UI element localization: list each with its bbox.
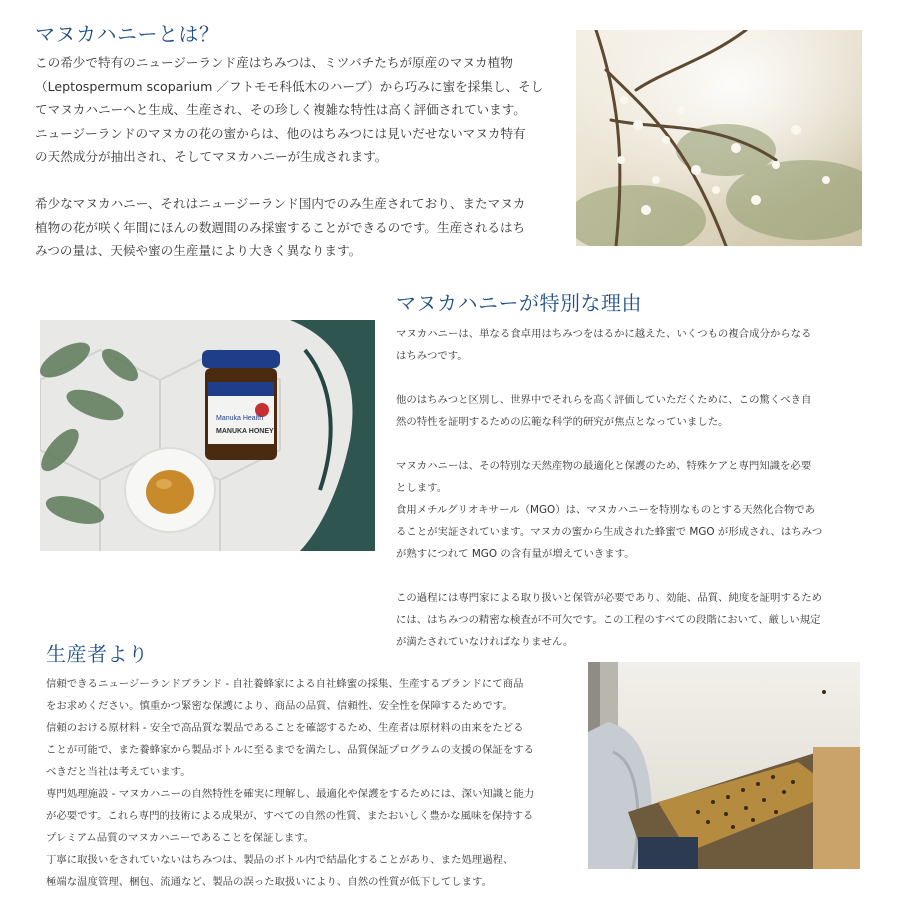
section-title-from-producer: 生産者より — [46, 642, 149, 666]
text-line: マヌカハニーは、単なる食卓用はちみつをはるかに越えた、いくつもの複合成分からなる — [396, 328, 812, 340]
paragraph-gap — [396, 565, 866, 587]
text-line: 食用メチルグリオキサール（MGO）は、マヌカハニーを特別なものとする天然化合物であ — [396, 504, 815, 516]
text-line: ことが可能で、また養蜂家から製品ボトルに至るまでを満たし、品質保証プログラムの支援の保証をする — [46, 744, 535, 756]
section-title-what-is-manuka: マヌカハニーとは？ — [35, 22, 220, 46]
text-line: をお求めください。慎重かつ緊密な保護により、商品の品質、信頼性、安全性を保障するためです。 — [46, 700, 513, 712]
text-line: ニュージーランドのマヌカの花の蜜からは、他のはちみつには見いだせないマヌカ特有 — [35, 125, 526, 141]
text-line: てマヌカハニーへと生成、生産され、その珍しく複雑な特性は高く評価されています。 — [35, 102, 526, 117]
jar-brand-text: Manuka Health — [216, 415, 264, 422]
text-line: 信頼できるニュージーランドブランド - 自社養蜂家による自社蜂蜜の採集、生産するブランドにて商品 — [46, 678, 524, 690]
paragraph-gap — [35, 169, 565, 193]
jar-label-text: MANUKA HONEY — [216, 428, 274, 435]
beekeeper-hive-photo — [588, 662, 860, 869]
section-from-producer — [46, 640, 581, 893]
text-line: この希少で特有のニュージーランド産はちみつは、ミツバチたちが原産のマヌカ植物 — [35, 55, 513, 70]
text-line: には、はちみつの精密な検査が不可欠です。この工程のすべての段階において、厳しい規定 — [396, 614, 821, 626]
text-line: 植物の花が咲く年間にほんの数週間のみ採蜜することができるのです。生産されるはち — [35, 219, 526, 235]
text-line: が満たされていなければなりません。 — [396, 636, 574, 648]
text-line: 丁寧に取扱いをされていないはちみつは、製品のボトル内で結晶化することがあり、また処理過程、 — [46, 854, 514, 866]
paragraph-gap — [396, 433, 866, 455]
text-line: 然の特性を証明するための広範な科学的研究が焦点となっていました。 — [396, 416, 729, 428]
section-title-why-special: マヌカハニーが特別な理由 — [396, 291, 642, 315]
text-line: ることが実証されています。マヌカの蜜から生成された蜂蜜で MGO が形成され、はちみつ — [396, 526, 823, 538]
text-line: 他のはちみつと区別し、世界中でそれらを高く評価していただくために、この驚くべき自 — [396, 394, 812, 406]
section-body-why-special — [396, 323, 866, 653]
text-line: べきだと当社は考えています。 — [46, 766, 191, 778]
text-line: とします。 — [396, 482, 448, 494]
text-line: はちみつです。 — [396, 350, 468, 362]
section-body-from-producer — [46, 673, 581, 893]
section-what-is-manuka — [35, 20, 565, 263]
text-line: 極端な温度管理、梱包、流通など、製品の誤った取扱いにより、自然の性質が低下してします。 — [46, 876, 492, 888]
text-line: 希少なマヌカハニー、それはニュージーランド国内でのみ生産されており、またマヌカ — [35, 196, 526, 211]
text-line: 専門処理施設 - マヌカハニーの自然特性を確実に理解し、最適化や保護をするためには、深い知識と能力 — [46, 788, 535, 800]
text-line: プレミアム品質のマヌカハニーであることを保証します。 — [46, 832, 315, 844]
text-line: （Leptospermum scoparium ／フトモモ科低木のハーブ）から巧みに蜜を採集し、そし — [35, 78, 544, 94]
text-line: が熟すにつれて MGO の含有量が増えていきます。 — [396, 548, 635, 560]
text-line: が必要です。これら専門的技術による成果が、すべての自然の性質、またおいしく豊かな風味を保持する — [46, 810, 534, 822]
paragraph-gap — [396, 367, 866, 389]
manuka-honey-jar-photo — [40, 320, 375, 551]
section-body-what-is-manuka — [35, 51, 565, 263]
text-line: この過程には専門家による取り扱いと保管が必要であり、効能、品質、純度を証明するため — [396, 592, 823, 604]
manuka-flowers-photo — [576, 30, 862, 246]
section-why-special — [396, 289, 866, 653]
text-line: の天然成分が抽出され、そしてマヌカハニーが生成されます。 — [35, 149, 388, 164]
text-line: 信頼のおける原材料 - 安全で高品質な製品であることを確認するため、生産者は原材料の由来をたどる — [46, 722, 524, 734]
text-line: みつの量は、天候や蜜の生産量により大きく異なります。 — [35, 243, 362, 258]
text-line: マヌカハニーは、その特別な天然産物の最適化と保護のため、特殊ケアと専門知識を必要 — [396, 460, 812, 472]
